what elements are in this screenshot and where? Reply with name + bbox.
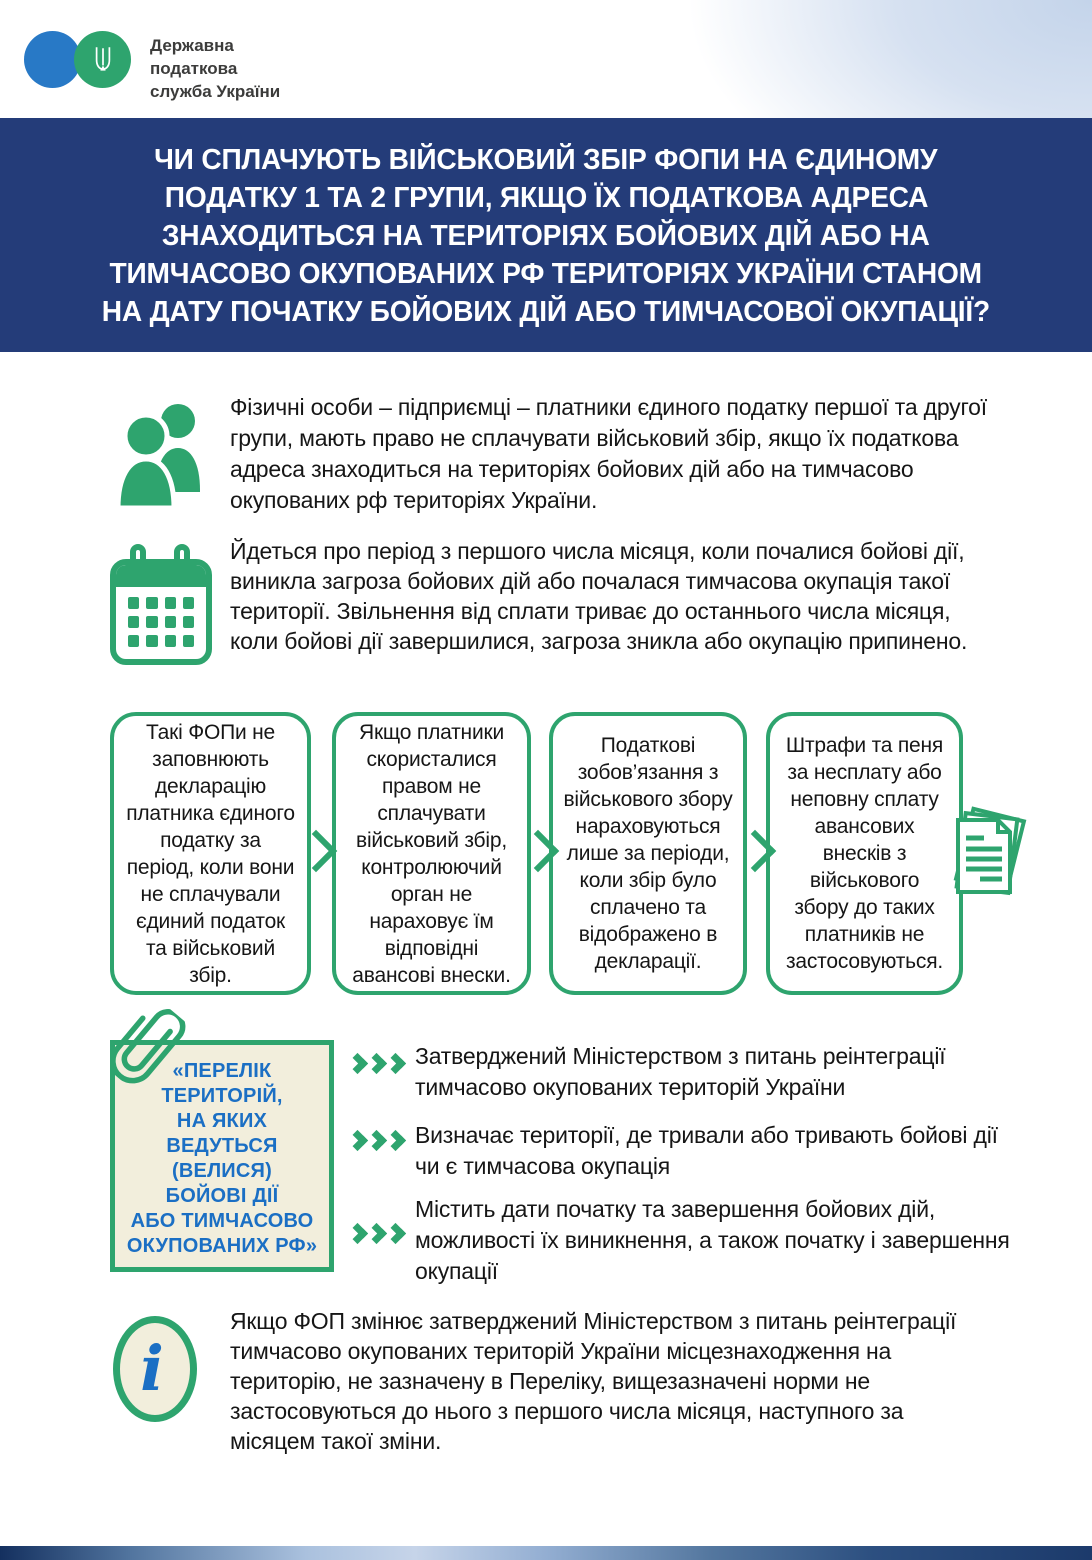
- note-title-line: ТЕРИТОРІЙ,: [161, 1085, 283, 1107]
- bubble-text: Штрафи та пеня за несплату або неповну сплату авансових внесків з військового збору до таких платників не застосовуються.: [785, 734, 944, 973]
- note-title-line: (ВЕЛИСЯ): [172, 1160, 272, 1182]
- list-item: Затверджений Міністерством з питань реінтеграції тимчасово окупованих територій України: [415, 1043, 946, 1100]
- triple-chevron-icon: [346, 1133, 403, 1148]
- note-title-line: «ПЕРЕЛІК: [172, 1060, 272, 1082]
- org-name-line: податкова: [150, 59, 238, 78]
- people-icon: [112, 396, 212, 508]
- trident-icon: [90, 44, 116, 76]
- note-title-line: ОКУПОВАНИХ РФ»: [126, 1235, 318, 1257]
- page-title-line: ТИМЧАСОВО ОКУПОВАНИХ РФ ТЕРИТОРІЯХ УКРАЇНИ СТАНОМ: [109, 258, 983, 290]
- org-name-line: служба України: [150, 82, 281, 101]
- bubble-text: Якщо платники скористалися правом не сплачувати військовий збір, контролюючий орган не нараховує їм відповідні авансові внески.: [352, 720, 511, 987]
- org-name: [150, 34, 280, 103]
- header: [0, 0, 1092, 118]
- triple-chevron-icon: [346, 1056, 403, 1071]
- calendar-body: [110, 559, 212, 665]
- triple-chevron-icon: [346, 1226, 403, 1241]
- logo-green-circle: [74, 31, 131, 88]
- note-title-line: НА ЯКИХ: [176, 1110, 268, 1132]
- documents-icon: [944, 802, 1028, 906]
- info-text: Якщо ФОП змінює затверджений Міністерством з питань реінтеграції тимчасово окупованих територій України місцезнаходження на територію, не зазначену в Переліку, вищезазначені норми не застосовуються до нього з першого числа місяця, наступного за місяцем такої зміни.: [230, 1308, 957, 1454]
- intro-text: Фізичні особи – підприємці – платники єдиного податку першої та другої групи, мають право не сплачувати військовий збір, якщо їх податкова адреса знаходиться на територіях бойових дій або на тимчасово окупованих рф територіях України.: [230, 394, 987, 513]
- title-banner: [0, 118, 1092, 352]
- calendar-grid: [116, 587, 206, 657]
- footer-gradient-bar: [0, 1546, 1092, 1560]
- period-text: Йдеться про період з першого числа місяця, коли почалися бойові дії, виникла загроза бойових дій або почалася тимчасова окупація такої території. Звільнення від сплати триває до останнього числа місяця, коли бойові дії завершилися, загроза зникла або окупацію припинено.: [230, 538, 968, 654]
- bubble-text: Такі ФОПи не заповнюють декларацію платника єдиного податку за період, коли вони не сплачували єдиний податок та військовий збір.: [126, 720, 295, 987]
- info-glyph: i: [140, 1332, 164, 1405]
- calendar-header-band: [116, 565, 206, 587]
- info-icon: [113, 1316, 197, 1422]
- bubble-advance-payments: [332, 712, 531, 995]
- logo-blue-circle: [24, 31, 81, 88]
- page-title-line: ПОДАТКУ 1 ТА 2 ГРУПИ, ЯКЩО ЇХ ПОДАТКОВА АДРЕСА: [164, 182, 928, 214]
- calendar-icon: [110, 544, 212, 666]
- page-title-line: НА ДАТУ ПОЧАТКУ БОЙОВИХ ДІЙ АБО ТИМЧАСОВОЇ ОКУПАЦІЇ?: [101, 296, 991, 328]
- note-title-line: АБО ТИМЧАСОВО: [130, 1210, 314, 1232]
- bubble-declaration: [110, 712, 311, 995]
- note-title-line: БОЙОВІ ДІЇ: [165, 1185, 279, 1207]
- bubble-fines: [766, 712, 963, 995]
- page-title-line: ЗНАХОДИТЬСЯ НА ТЕРИТОРІЯХ БОЙОВИХ ДІЙ АБО НА: [162, 220, 930, 252]
- org-name-line: Державна: [150, 36, 234, 55]
- note-title-line: ВЕДУТЬСЯ: [166, 1135, 278, 1157]
- page-title-line: ЧИ СПЛАЧУЮТЬ ВІЙСЬКОВИЙ ЗБІР ФОПИ НА ЄДИНОМУ: [154, 144, 938, 176]
- bubble-tax-liabilities: [549, 712, 747, 995]
- list-item: Містить дати початку та завершення бойових дій, можливості їх виникнення, а також початку і завершення окупації: [415, 1196, 1010, 1284]
- header-gradient: [532, 0, 1092, 118]
- bubble-text: Податкові зобов’язання з військового збору нараховуються лише за періоди, коли збір було сплачено та відображено в декларації.: [563, 734, 733, 973]
- list-item: Визначає території, де тривали або тривають бойові дії чи є тимчасова окупація: [415, 1122, 998, 1179]
